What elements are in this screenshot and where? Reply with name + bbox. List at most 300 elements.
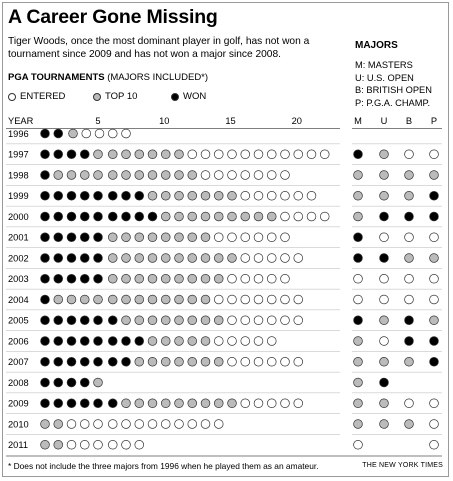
tournament-dot-entered (254, 316, 263, 325)
tournament-dot-entered (267, 191, 276, 200)
majors-key-british-open: B: BRITISH OPEN (355, 85, 432, 96)
major-dot-entered (354, 440, 363, 449)
tournament-dot-entered (201, 150, 210, 159)
major-dot-entered (405, 233, 414, 242)
tournament-dot-top10 (148, 399, 157, 408)
tournament-dot-won (54, 378, 63, 387)
tournament-dot-entered (294, 212, 303, 221)
x-tick-label: 20 (291, 116, 302, 126)
tournament-dot-entered (254, 399, 263, 408)
major-dot-top10 (354, 357, 363, 366)
tournament-dot-top10 (188, 295, 197, 304)
year-label: 2011 (8, 440, 28, 451)
major-dot-won (380, 254, 389, 263)
tournament-dot-entered (122, 440, 131, 449)
tournament-dot-top10 (135, 274, 144, 283)
tournament-dot-entered (267, 150, 276, 159)
tournament-dot-top10 (175, 357, 184, 366)
major-column-label: B (405, 116, 413, 126)
tournament-dot-won (80, 274, 89, 283)
tournament-dot-top10 (148, 316, 157, 325)
tournament-dot-top10 (41, 440, 50, 449)
tournament-dot-won (108, 357, 117, 366)
tournament-dot-top10 (135, 254, 144, 263)
major-dot-won (405, 212, 414, 221)
tournament-dot-top10 (148, 233, 157, 242)
tournament-dot-won (67, 399, 76, 408)
tournament-dot-top10 (175, 171, 184, 180)
tournament-dot-entered (228, 171, 237, 180)
tournament-dot-entered (94, 440, 103, 449)
tournament-dot-top10 (122, 171, 131, 180)
tournament-dot-top10 (161, 337, 170, 346)
year-label: 1997 (8, 149, 29, 160)
tournament-dot-entered (241, 233, 250, 242)
tournament-dot-entered (228, 357, 237, 366)
tournament-dot-won (67, 212, 76, 221)
major-dot-entered (354, 295, 363, 304)
tournament-dot-top10 (148, 191, 157, 200)
tournament-dot-won (54, 357, 63, 366)
tournament-dot-won (122, 212, 131, 221)
tournament-dot-entered (228, 233, 237, 242)
tournament-dot-won (94, 233, 103, 242)
legend-label-entered: ENTERED (20, 91, 66, 102)
tournament-dot-top10 (188, 316, 197, 325)
tournament-dot-top10 (122, 399, 131, 408)
tournament-dot-entered (135, 420, 144, 429)
tournament-dot-top10 (228, 399, 237, 408)
tournament-dot-top10 (188, 274, 197, 283)
tournament-dot-entered (294, 150, 303, 159)
year-label: 2008 (8, 377, 29, 388)
x-tick-label: 5 (95, 116, 101, 126)
tournament-dot-won (108, 212, 117, 221)
tournament-dot-top10 (175, 295, 184, 304)
major-dot-top10 (405, 357, 414, 366)
major-dot-top10 (430, 171, 439, 180)
tournament-dot-entered (281, 399, 290, 408)
tournament-dot-won (41, 191, 50, 200)
tournament-dot-entered (80, 420, 89, 429)
tournament-dot-entered (307, 191, 316, 200)
tournament-dot-entered (175, 420, 184, 429)
tournament-dot-top10 (148, 295, 157, 304)
tournament-dot-won (41, 378, 50, 387)
tournament-dot-entered (108, 129, 117, 138)
tournament-dot-top10 (135, 150, 144, 159)
major-dot-top10 (380, 357, 389, 366)
tournament-dot-won (54, 129, 63, 138)
tournament-dot-top10 (228, 212, 237, 221)
tournament-dot-won (80, 150, 89, 159)
tournament-dot-won (80, 212, 89, 221)
tournament-dot-won (94, 357, 103, 366)
year-label: 2006 (8, 336, 29, 347)
year-header: YEAR (8, 116, 34, 126)
major-dot-top10 (354, 191, 363, 200)
major-dot-top10 (405, 254, 414, 263)
major-dot-top10 (405, 171, 414, 180)
tournament-dot-entered (267, 233, 276, 242)
tournament-dot-entered (267, 357, 276, 366)
tournament-dot-entered (108, 440, 117, 449)
tournament-dot-entered (254, 150, 263, 159)
tournament-dot-top10 (188, 233, 197, 242)
major-dot-won (405, 316, 414, 325)
tournament-dot-top10 (201, 233, 210, 242)
tournament-dot-top10 (161, 316, 170, 325)
tournament-dot-entered (281, 295, 290, 304)
tournament-dot-won (54, 337, 63, 346)
tournament-dot-entered (307, 150, 316, 159)
tournament-dot-won (54, 191, 63, 200)
tournament-dot-won (108, 399, 117, 408)
tournament-dot-top10 (201, 316, 210, 325)
tournament-dot-entered (320, 212, 329, 221)
tournament-dot-top10 (188, 254, 197, 263)
tournament-dot-top10 (122, 316, 131, 325)
year-label: 2004 (8, 294, 29, 305)
tournament-dot-top10 (108, 295, 117, 304)
tournament-dot-won (135, 212, 144, 221)
major-column-label: U (380, 116, 388, 126)
tournament-dot-top10 (122, 150, 131, 159)
year-label: 1999 (8, 191, 29, 202)
tournament-dot-entered (241, 191, 250, 200)
major-dot-top10 (354, 399, 363, 408)
tournament-dot-entered (241, 171, 250, 180)
tournament-dot-top10 (148, 274, 157, 283)
tournament-dot-won (41, 357, 50, 366)
tournament-dot-won (135, 337, 144, 346)
tournament-dot-entered (281, 171, 290, 180)
tournament-dot-entered (214, 295, 223, 304)
tournament-dot-top10 (135, 399, 144, 408)
tournament-dot-top10 (41, 420, 50, 429)
tournament-dot-top10 (54, 420, 63, 429)
tournament-dot-top10 (80, 295, 89, 304)
tournament-dot-top10 (161, 171, 170, 180)
tournament-dot-top10 (201, 274, 210, 283)
tournament-dot-won (54, 316, 63, 325)
tournament-dot-entered (214, 233, 223, 242)
major-dot-entered (405, 295, 414, 304)
year-label: 1998 (8, 170, 29, 181)
tournament-dot-entered (294, 254, 303, 263)
major-dot-won (430, 191, 439, 200)
major-dot-entered (430, 399, 439, 408)
major-dot-top10 (405, 420, 414, 429)
tournament-dot-top10 (201, 254, 210, 263)
tournament-dot-won (41, 150, 50, 159)
tournament-dot-top10 (135, 357, 144, 366)
tournament-dot-entered (148, 420, 157, 429)
major-dot-won (354, 254, 363, 263)
tournament-dot-top10 (175, 150, 184, 159)
tournament-dot-won (108, 191, 117, 200)
tournament-dot-won (94, 254, 103, 263)
x-tick-label: 10 (159, 116, 170, 126)
tournament-dot-entered (241, 399, 250, 408)
tournament-dot-top10 (148, 337, 157, 346)
tournament-dot-entered (267, 274, 276, 283)
tournament-dot-entered (281, 357, 290, 366)
tournament-dot-top10 (161, 191, 170, 200)
major-dot-top10 (354, 378, 363, 387)
tournament-dot-entered (241, 295, 250, 304)
tournament-dot-won (54, 233, 63, 242)
tournament-dot-top10 (148, 150, 157, 159)
major-dot-won (380, 378, 389, 387)
tournament-dot-top10 (94, 378, 103, 387)
tournament-dot-top10 (228, 254, 237, 263)
tournament-dot-top10 (241, 212, 250, 221)
tournament-dot-top10 (135, 171, 144, 180)
tournament-dot-won (67, 150, 76, 159)
tournament-dot-entered (267, 254, 276, 263)
tournament-dot-entered (254, 254, 263, 263)
tournament-dot-won (67, 378, 76, 387)
tournament-dot-entered (228, 295, 237, 304)
tournament-dot-won (94, 316, 103, 325)
tournament-dot-entered (241, 254, 250, 263)
credit: THE NEW YORK TIMES (362, 462, 443, 469)
tournament-dot-won (41, 233, 50, 242)
tournament-dot-entered (241, 316, 250, 325)
tournament-dot-top10 (108, 274, 117, 283)
tournament-dot-won (41, 337, 50, 346)
year-label: 2010 (8, 419, 29, 430)
tournament-dot-won (94, 191, 103, 200)
tournament-dot-entered (267, 316, 276, 325)
tournament-dot-won (41, 212, 50, 221)
major-dot-entered (430, 233, 439, 242)
tournament-dot-entered (281, 150, 290, 159)
tournament-dot-top10 (161, 274, 170, 283)
tournament-dot-top10 (122, 295, 131, 304)
tournament-dot-won (41, 316, 50, 325)
year-label: 2003 (8, 274, 29, 285)
tournament-dot-won (122, 337, 131, 346)
tournament-dot-top10 (161, 254, 170, 263)
tournament-dot-entered (241, 337, 250, 346)
tournament-dot-entered (320, 150, 329, 159)
tournament-dot-won (94, 399, 103, 408)
tournament-dot-won (94, 337, 103, 346)
major-dot-entered (380, 337, 389, 346)
tournament-dot-won (67, 337, 76, 346)
tournament-dot-won (54, 274, 63, 283)
major-column-label: M (354, 116, 362, 126)
tournament-dot-won (80, 316, 89, 325)
major-dot-top10 (380, 420, 389, 429)
tournament-dot-won (80, 191, 89, 200)
major-dot-entered (405, 274, 414, 283)
tournament-dot-top10 (214, 357, 223, 366)
tournament-dot-top10 (254, 212, 263, 221)
footnote: * Does not include the three majors from 1996 when he played them as an amateur. (8, 461, 319, 471)
tournament-dot-entered (214, 171, 223, 180)
tournament-dot-top10 (188, 212, 197, 221)
tournament-dot-top10 (201, 337, 210, 346)
major-dot-entered (430, 420, 439, 429)
tournament-dot-entered (254, 233, 263, 242)
tournament-dot-top10 (201, 212, 210, 221)
tournament-dot-entered (281, 274, 290, 283)
tournament-dot-entered (188, 420, 197, 429)
tournament-dot-top10 (148, 254, 157, 263)
major-dot-entered (430, 440, 439, 449)
major-dot-top10 (380, 150, 389, 159)
year-label: 2009 (8, 398, 29, 409)
tournament-dot-entered (294, 399, 303, 408)
tournament-dot-won (67, 316, 76, 325)
tournament-dot-top10 (214, 399, 223, 408)
majors-key-us-open: U: U.S. OPEN (355, 72, 414, 83)
tournament-dot-won (41, 129, 50, 138)
tournament-dot-top10 (161, 357, 170, 366)
tournament-dot-top10 (161, 212, 170, 221)
tournament-dot-top10 (94, 295, 103, 304)
major-dot-top10 (380, 316, 389, 325)
tournament-dot-top10 (214, 191, 223, 200)
tournament-dot-entered (241, 357, 250, 366)
major-dot-won (430, 337, 439, 346)
tournament-dot-top10 (161, 399, 170, 408)
tournament-dot-entered (228, 274, 237, 283)
tournament-dot-entered (267, 171, 276, 180)
tournament-dot-top10 (135, 316, 144, 325)
tournament-dot-entered (267, 295, 276, 304)
tournament-dot-entered (241, 150, 250, 159)
year-label: 1996 (8, 128, 29, 139)
tournament-dot-won (108, 337, 117, 346)
tournament-dot-top10 (94, 171, 103, 180)
tournament-dot-top10 (161, 233, 170, 242)
tournament-dot-top10 (214, 254, 223, 263)
tournament-dot-top10 (175, 254, 184, 263)
majors-key-masters: M: MASTERS (355, 60, 413, 70)
tournament-dot-top10 (188, 337, 197, 346)
tournament-dot-entered (254, 337, 263, 346)
tournament-dot-won (54, 212, 63, 221)
tournament-dot-entered (67, 440, 76, 449)
tournament-dot-top10 (201, 357, 210, 366)
tournament-dot-entered (122, 129, 131, 138)
tournament-dot-top10 (148, 357, 157, 366)
tournament-dot-entered (94, 420, 103, 429)
majors-key-pga: P: P.G.A. CHAMP. (355, 97, 431, 108)
major-dot-won (354, 316, 363, 325)
tournament-dot-top10 (67, 295, 76, 304)
tournament-dot-entered (281, 254, 290, 263)
major-dot-top10 (380, 171, 389, 180)
tournament-dot-top10 (188, 399, 197, 408)
tournament-dot-top10 (201, 295, 210, 304)
tournament-dot-won (41, 171, 50, 180)
tournament-dot-entered (80, 440, 89, 449)
tournament-dot-entered (67, 420, 76, 429)
tournament-dot-entered (214, 337, 223, 346)
tournament-dot-top10 (201, 191, 210, 200)
tournament-dot-top10 (108, 171, 117, 180)
tournament-dot-won (41, 254, 50, 263)
major-dot-entered (380, 295, 389, 304)
year-label: 2000 (8, 211, 29, 222)
tournament-dot-entered (108, 420, 117, 429)
year-label: 2001 (8, 232, 29, 243)
tournament-dot-entered (281, 191, 290, 200)
tournament-dot-top10 (80, 171, 89, 180)
tournament-dot-won (67, 357, 76, 366)
tournament-dot-won (148, 212, 157, 221)
tournament-dot-won (41, 399, 50, 408)
tournament-dot-entered (294, 316, 303, 325)
tournament-dot-entered (281, 212, 290, 221)
tournament-dot-entered (267, 337, 276, 346)
x-tick-label: 15 (225, 116, 236, 126)
tournament-dot-entered (307, 212, 316, 221)
tournament-dot-top10 (122, 233, 131, 242)
tournament-dot-entered (294, 191, 303, 200)
tournament-dot-won (41, 274, 50, 283)
chart-subtitle: Tiger Woods, once the most dominant player in golf, has not won a tournament since 2009 and has not won a major since 2008. (8, 36, 310, 60)
tournament-dot-won (108, 316, 117, 325)
major-dot-top10 (430, 316, 439, 325)
tournament-dot-won (54, 254, 63, 263)
major-dot-won (354, 150, 363, 159)
major-dot-top10 (380, 191, 389, 200)
tournament-dot-top10 (201, 399, 210, 408)
tournament-dot-won (67, 254, 76, 263)
tournament-dot-top10 (67, 171, 76, 180)
tournament-dot-top10 (175, 191, 184, 200)
tournament-dot-won (80, 399, 89, 408)
majors-heading: MAJORS (355, 40, 398, 51)
tournament-dot-entered (201, 171, 210, 180)
tournament-dot-top10 (54, 440, 63, 449)
tournament-dot-top10 (228, 191, 237, 200)
major-dot-won (354, 233, 363, 242)
tournament-dot-won (67, 191, 76, 200)
tournament-dot-won (80, 357, 89, 366)
tournament-dot-won (80, 254, 89, 263)
major-column-label: P (430, 116, 438, 126)
tournament-dot-won (54, 150, 63, 159)
tournament-dot-top10 (54, 171, 63, 180)
tournament-dot-won (67, 233, 76, 242)
tournament-dot-entered (201, 420, 210, 429)
tournament-dot-entered (241, 274, 250, 283)
major-dot-won (430, 212, 439, 221)
year-label: 2007 (8, 357, 29, 368)
tournament-dot-top10 (175, 399, 184, 408)
tournament-dot-won (54, 399, 63, 408)
tournament-dot-entered (254, 274, 263, 283)
tournament-dot-entered (254, 357, 263, 366)
tournament-dot-top10 (161, 150, 170, 159)
tournament-dot-entered (294, 295, 303, 304)
tournament-dot-top10 (188, 171, 197, 180)
major-dot-entered (405, 399, 414, 408)
tournament-dot-top10 (54, 295, 63, 304)
tournament-dot-entered (95, 129, 104, 138)
tournament-dot-won (80, 378, 89, 387)
major-dot-entered (354, 274, 363, 283)
tournament-dot-top10 (135, 295, 144, 304)
tournament-dot-top10 (175, 212, 184, 221)
